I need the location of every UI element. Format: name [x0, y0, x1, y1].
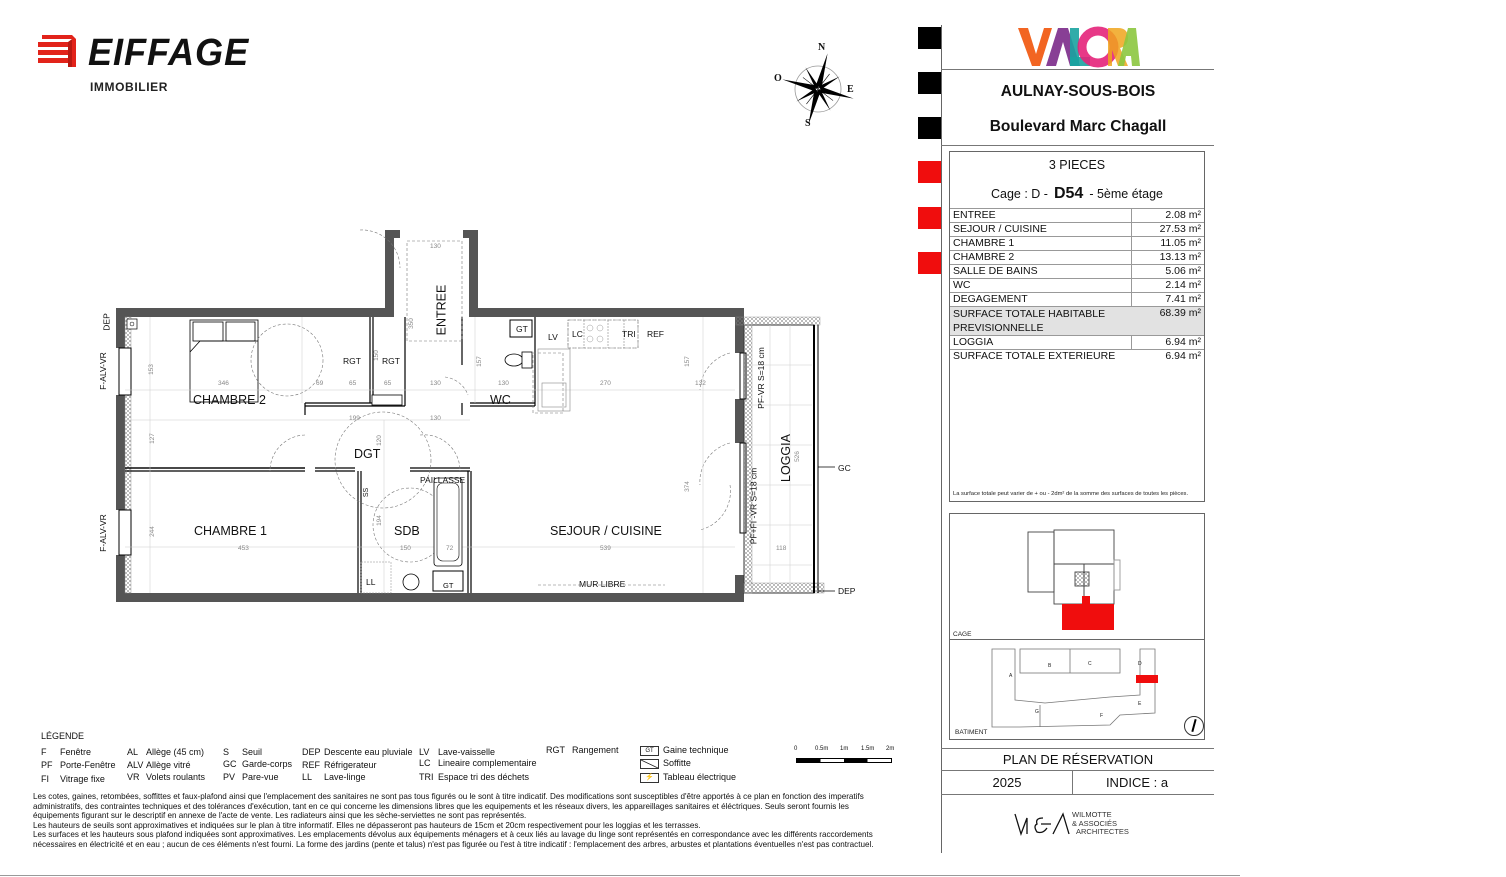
- label-f-alv-vr-top: F-ALV-VR: [97, 352, 108, 390]
- surface-total-habitable-row: [950, 307, 1204, 336]
- mur-libre-label: MUR LIBRE: [579, 579, 626, 589]
- legend-code: LV: [419, 747, 430, 757]
- label-gc: GC: [838, 463, 851, 473]
- plan-year: 2025: [992, 775, 1022, 790]
- cage-map: [1020, 520, 1130, 635]
- label-f-alv-vr-bottom: F-ALV-VR: [97, 514, 108, 552]
- wilmotte-logo-icon: [1013, 810, 1071, 838]
- maps-divider: [949, 639, 1205, 640]
- legend-label: Seuil: [242, 747, 263, 757]
- surface-value: 27.53 m²: [1132, 223, 1205, 237]
- surface-table: [950, 208, 1204, 363]
- compass-rose-icon: [770, 40, 865, 135]
- legend-label: Allège (45 cm): [146, 747, 205, 757]
- legend-label: Descente eau pluviale: [324, 747, 413, 757]
- surface-name: LOGGIA: [950, 336, 1132, 350]
- floor-label: - 5ème étage: [1089, 187, 1163, 201]
- dim: 150: [400, 545, 411, 552]
- room-wc: WC: [490, 393, 511, 407]
- side-marker-red: [918, 161, 942, 183]
- batiment-map: [990, 645, 1165, 730]
- legend-label: Réfrigerateur: [324, 760, 377, 770]
- batiment-letter-b: B: [1048, 663, 1052, 669]
- gaine-technique-icon: GT: [640, 746, 659, 756]
- side-marker-red: [918, 207, 942, 229]
- dim: 526: [793, 451, 801, 462]
- fixture-paillasse: PAILLASSE: [420, 475, 466, 485]
- fixture-ref: REF: [647, 329, 664, 339]
- dim: 350: [407, 318, 415, 329]
- room-sdb: SDB: [394, 524, 420, 538]
- legend-label: Rangement: [572, 745, 619, 755]
- dim: 127: [148, 433, 156, 444]
- cage-label: Cage : D -: [991, 187, 1048, 201]
- surface-name: CHAMBRE 1: [950, 237, 1132, 251]
- floor-plan: [90, 225, 870, 620]
- scale-tick: 1.5m: [861, 746, 875, 752]
- surface-value: 68.39 m²: [1132, 307, 1205, 336]
- dim: 270: [600, 380, 611, 387]
- legend-code: LL: [302, 772, 313, 782]
- side-marker-black: [918, 27, 942, 49]
- brand-name: EIFFAGE: [88, 32, 250, 74]
- plan-title: PLAN DE RÉSERVATION: [1002, 752, 1154, 767]
- architect-line1: WILMOTTE: [1072, 810, 1112, 819]
- legend-code: AL: [127, 747, 139, 757]
- divider: [941, 69, 1214, 70]
- fixture-ll: LL: [366, 577, 376, 587]
- divider: [941, 794, 1214, 795]
- dim: 130: [430, 380, 441, 387]
- north-arrow-icon: [1184, 716, 1204, 736]
- map-batiment-label: BATIMENT: [955, 729, 988, 736]
- legend-label: Allège vitré: [146, 760, 191, 770]
- surface-row: [950, 265, 1204, 279]
- eiffage-logo-mark-icon: [38, 33, 78, 69]
- disclaimer-line: Les hauteurs de seuils sont approximatives et indiquées sur le plan à titre informatif. Elles ne dépasseront pas hauteurs de 15cm et 20cm respectivement pour les loggias et les terrasses.: [33, 820, 701, 830]
- dim: 374: [683, 481, 691, 492]
- legend-label: Vitrage fixe: [60, 774, 105, 784]
- legend-label: Lineaire complementaire: [438, 758, 537, 768]
- street-name: Boulevard Marc Chagall: [989, 118, 1167, 135]
- dim: 130: [498, 380, 509, 387]
- legend-code: PF: [41, 760, 53, 770]
- dim: 157: [475, 356, 483, 367]
- legend-code: LC: [419, 758, 431, 768]
- compass-east: E: [847, 84, 854, 95]
- scale-bar: [794, 746, 894, 766]
- disclaimer: [33, 792, 923, 850]
- disclaimer-line: administratifs, des contraintes techniques et des tolérances d'exécution, tant en ce qui concerne les dimensions libres que les equipements et les réseaux divers, les appareillages sanitaires et éléctriques. Seuls seront fournis les: [33, 801, 849, 811]
- surface-row: [950, 223, 1204, 237]
- surface-value: 5.06 m²: [1132, 265, 1205, 279]
- surface-name: [950, 307, 1132, 336]
- surface-name: CHAMBRE 2: [950, 251, 1132, 265]
- dim: 72: [446, 545, 454, 552]
- scale-bar-graphic: [796, 758, 892, 763]
- batiment-letter-c: C: [1088, 661, 1092, 667]
- label-pf-fi-vr: PF+FI -VR S=18 cm: [748, 467, 759, 545]
- cage-lot-floor: [949, 185, 1205, 203]
- surface-note: La surface totale peut varier de + ou - 2dm² de la somme des surfaces de toutes les pièces.: [953, 491, 1189, 497]
- legend-label: Gaine technique: [663, 745, 729, 755]
- surface-row: [950, 293, 1204, 307]
- divider: [941, 748, 1214, 749]
- dim: 65: [349, 380, 357, 387]
- side-marker-black: [918, 117, 942, 139]
- legend-label: Lave-vaisselle: [438, 747, 496, 757]
- surface-name: ENTREE: [950, 209, 1132, 223]
- surface-value: 6.94 m²: [1165, 350, 1201, 362]
- scale-tick: 0.5m: [815, 746, 829, 752]
- batiment-letter-e: E: [1138, 701, 1142, 707]
- dim: 65: [384, 380, 392, 387]
- surface-row: [950, 251, 1204, 265]
- legend-label: Porte-Fenêtre: [60, 760, 116, 770]
- legend-code: VR: [127, 772, 140, 782]
- bottom-border: [0, 875, 1240, 876]
- legend-code: DEP: [302, 747, 321, 757]
- legend-label: Lave-linge: [324, 772, 366, 782]
- dim: 69: [316, 380, 324, 387]
- legend-label: Garde-corps: [242, 759, 293, 769]
- surface-value: 7.41 m²: [1132, 293, 1205, 307]
- legend-title: LÉGENDE: [41, 731, 85, 741]
- fixture-gt-sdb: GT: [443, 581, 454, 590]
- surface-value: 11.05 m²: [1132, 237, 1205, 251]
- total-habitable-line2: PREVISIONNELLE: [953, 322, 1044, 334]
- dim: 157: [683, 356, 691, 367]
- legend-label: Pare-vue: [242, 772, 279, 782]
- legend-label: Fenêtre: [60, 747, 92, 757]
- divider: [941, 770, 1214, 771]
- total-habitable-line1: SURFACE TOTALE HABITABLE: [953, 308, 1106, 320]
- surface-name: WC: [950, 279, 1132, 293]
- room-entree: ENTREE: [434, 284, 449, 336]
- surface-name: DEGAGEMENT: [950, 293, 1132, 307]
- dim: 120: [375, 435, 383, 446]
- soffitte-icon: [640, 759, 659, 769]
- dim: 199: [349, 415, 360, 422]
- surface-value: 2.14 m²: [1132, 279, 1205, 293]
- fixture-lc: LC: [572, 329, 583, 339]
- disclaimer-line: Les surfaces et les hauteurs sous plafond indiquées sont approximatives. Les emplacements dévolus aux équipements ménagers et à ceux liés au lavage du linge sont représentés en correspondance avec les différents raccordements: [33, 830, 873, 840]
- surface-row: [950, 209, 1204, 223]
- disclaimer-line: équipements figurant sur le descriptif en annexe de l'acte de vente. Les radiateurs ainsi que les sèche-serviettes ne sont pas représentés.: [33, 811, 527, 821]
- surface-value: 2.08 m²: [1132, 209, 1205, 223]
- dim: 130: [430, 243, 441, 250]
- legend-code: RGT: [546, 745, 565, 755]
- legend-code: REF: [302, 760, 320, 770]
- fixture-ss: SS: [363, 487, 371, 498]
- disclaimer-line: Les cotes, gaines, retombées, soffittes et faux-plafond ainsi que l'emplacement des sanitaires ne sont pas tous figurés ou le sont à titre indicatif. Des modifications sont susceptibles d'être apportés à ce plan en fonction des imperatifs: [33, 792, 864, 801]
- scale-tick: 1m: [840, 746, 849, 752]
- surface-value: 6.94 m²: [1132, 336, 1205, 350]
- lot-number: D54: [1053, 185, 1084, 202]
- legend-code: F: [41, 747, 47, 757]
- compass-north: N: [818, 42, 826, 53]
- legend-code: FI: [41, 774, 49, 784]
- panel-divider: [941, 25, 942, 853]
- dim: 194: [375, 515, 383, 526]
- architect-name: [1072, 811, 1129, 837]
- legend-code: S: [223, 747, 230, 757]
- legend-label: Espace tri des déchets: [438, 772, 530, 782]
- dim: 153: [147, 364, 155, 375]
- map-cage-label: CAGE: [953, 631, 972, 638]
- label-dep-bottom: DEP: [838, 586, 856, 596]
- batiment-letter-d: D: [1138, 661, 1142, 667]
- surface-name: SALLE DE BAINS: [950, 265, 1132, 279]
- brand-subtitle: IMMOBILIER: [90, 80, 168, 94]
- legend-code: ALV: [127, 760, 144, 770]
- valora-logo: [1016, 26, 1140, 68]
- fixture-lv: LV: [548, 332, 558, 342]
- room-chambre-1: CHAMBRE 1: [194, 524, 267, 538]
- batiment-letter-a: A: [1009, 673, 1013, 679]
- fixture-gt-wc: GT: [516, 324, 528, 334]
- dim: 118: [776, 545, 787, 552]
- dim: 346: [218, 380, 229, 387]
- side-marker-red: [918, 252, 942, 274]
- legend-label: Tableau électrique: [663, 772, 737, 782]
- architect-line3: ARCHITECTES: [1076, 827, 1129, 836]
- batiment-letter-f: F: [1100, 713, 1104, 719]
- dim: 150: [372, 350, 380, 361]
- room-degagement: DGT: [354, 447, 381, 461]
- plan-indice: INDICE : a: [1105, 775, 1169, 790]
- architect-line2: & ASSOCIÉS: [1072, 818, 1118, 828]
- batiment-letter-g: G: [1035, 709, 1039, 715]
- compass-west: O: [774, 73, 782, 84]
- room-loggia: LOGGIA: [778, 434, 793, 482]
- legend-code: GC: [223, 759, 237, 769]
- fixture-tri: TRI: [622, 329, 636, 339]
- tableau-electrique-icon: ⚡: [640, 773, 659, 783]
- surface-row: [950, 237, 1204, 251]
- legend-code: TRI: [419, 772, 434, 782]
- room-chambre-2: CHAMBRE 2: [193, 393, 266, 407]
- room-sejour-cuisine: SEJOUR / CUISINE: [550, 524, 662, 538]
- label-dep-top: DEP: [101, 313, 112, 331]
- dim: 132: [695, 380, 706, 387]
- dim: 244: [148, 526, 156, 537]
- compass-south: S: [805, 118, 811, 129]
- fixture-rgt-1: RGT: [343, 356, 361, 366]
- surface-row: [950, 279, 1204, 293]
- surface-value: 13.13 m²: [1132, 251, 1205, 265]
- pieces-count: 3 PIECES: [1048, 158, 1106, 172]
- dim: 539: [600, 545, 611, 552]
- scale-tick: 0: [794, 746, 798, 752]
- legend-code: PV: [223, 772, 236, 782]
- disclaimer-line: nécessaires en électricité et en eau ; aucun de ces éléments n'est fourni. La forme des jardins (pente et talus) n'est pas figurée ou l'est à titre indicatif : l'emplacement des arbres, arbustes et plantations éventuelles n'est pas contractuel.: [33, 839, 874, 849]
- fixture-rgt-2: RGT: [382, 356, 400, 366]
- legend-label: Volets roulants: [146, 772, 206, 782]
- city-name: AULNAY-SOUS-BOIS: [1000, 83, 1156, 100]
- dim: 130: [430, 415, 441, 422]
- divider: [941, 145, 1214, 146]
- scale-tick: 2m: [886, 746, 895, 752]
- surface-name: SURFACE TOTALE EXTERIEURE: [953, 350, 1116, 362]
- surface-name: SEJOUR / CUISINE: [950, 223, 1132, 237]
- surface-row-exterieure: [950, 350, 1204, 364]
- label-pf-vr: PF-VR S=18 cm: [755, 347, 766, 409]
- surface-row-loggia: [950, 336, 1204, 350]
- dim: 453: [238, 545, 249, 552]
- legend-label: Soffitte: [663, 758, 691, 768]
- floor-plan-drawing: [90, 225, 870, 620]
- side-marker-black: [918, 72, 942, 94]
